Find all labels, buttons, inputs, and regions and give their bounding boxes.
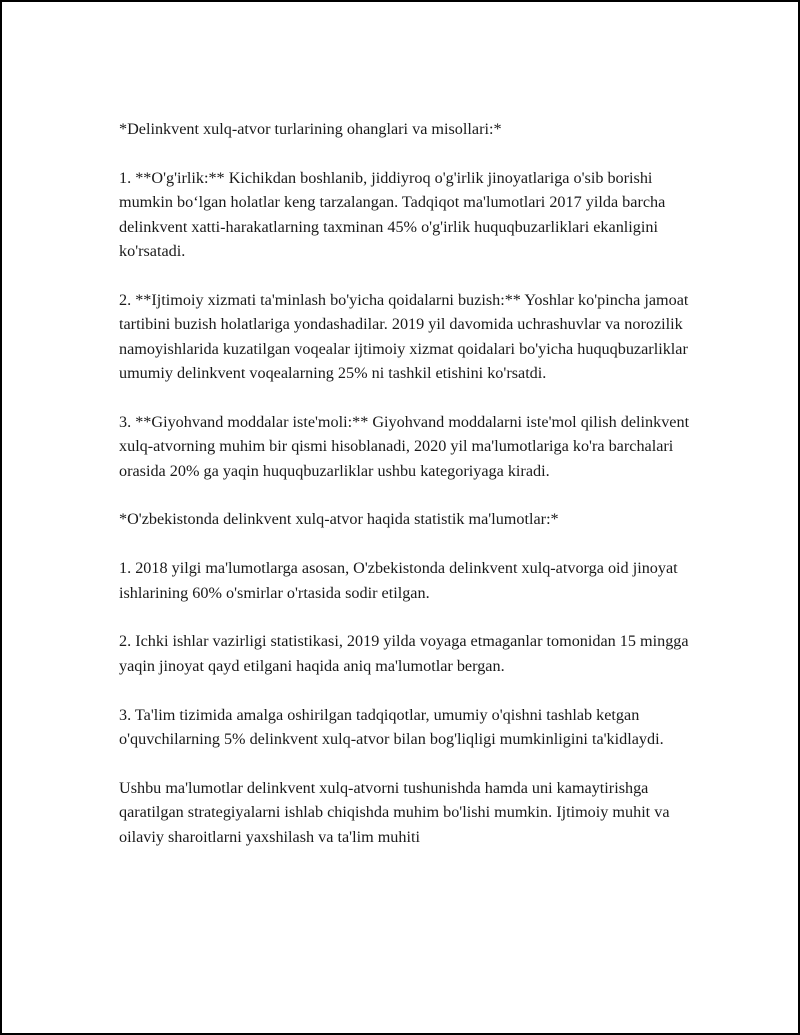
list-item-stat-2018: 1. 2018 yilgi ma'lumotlarga asosan, O'zbekistonda delinkvent xulq-atvorga oid jinoyat ishlarining 60% o'smirlar o'rtasida sodir etilgan.	[119, 559, 678, 602]
list-item-stat-education: 3. Ta'lim tizimida amalga oshirilgan tadqiqotlar, umumiy o'qishni tashlab ketgan o'quvchilarning 5% delinkvent xulq-atvor bilan bog'liqligi mumkinligini ta'kidlaydi.	[119, 705, 664, 749]
closing-paragraph: Ushbu ma'lumotlar delinkvent xulq-atvorni tushunishda hamda uni kamaytirishga qaratilgan strategiyalarni ishlab chiqishda muhim bo'lishi mumkin. Ijtimoiy muhit va oilaviy sharoitlarni yaxshilash va ta'lim muhiti	[119, 778, 670, 846]
list-item-drug-use: 3. **Giyohvand moddalar iste'moli:** Giyohvand moddalarni iste'mol qilish delinkvent xulq-atvorning muhim bir qismi hisoblanadi, 2020 yil ma'lumotlariga ko'ra barchalari orasida 20% ga yaqin huquqbuzarliklar ushbu kategoriyaga kiradi.	[119, 412, 690, 480]
list-item-theft: 1. **O'g'irlik:** Kichikdan boshlanib, jiddiyroq o'g'irlik jinoyatlariga o'sib borishi mumkin bo‘lgan holatlar keng tarzalangan. Tadqiqot ma'lumotlari 2017 yilda barcha delinkvent xatti-harakatlarning taxminan 45% o'g'irlik huquqbuzarliklari ekanligini ko'rsatadi.	[119, 168, 666, 261]
list-item-stat-2019: 2. Ichki ishlar vazirligi statistikasi, 2019 yilda voyaga etmaganlar tomonidan 15 mingga yaqin jinoyat qayd etilgani haqida aniq ma'lumotlar bergan.	[119, 632, 689, 675]
list-item-public-order: 2. **Ijtimoiy xizmati ta'minlash bo'yicha qoidalarni buzish:** Yoshlar ko'pincha jamoat tartibini buzish holatlariga yondashadilar. 2019 yil davomida uchrashuvlar va norozilik namoyishlarida kuzatilgan voqealar ijtimoiy xizmat qoidalari bo'yicha huquqbuzarliklar umumiy delinkvent voqealarning 25% ni tashkil etishini ko'rsatdi.	[119, 290, 689, 383]
document-body	[119, 117, 699, 849]
section-heading-statistics: *O'zbekistonda delinkvent xulq-atvor haqida statistik ma'lumotlar:*	[119, 510, 559, 529]
section-heading-types: *Delinkvent xulq-atvor turlarining ohanglari va misollari:*	[119, 120, 502, 138]
